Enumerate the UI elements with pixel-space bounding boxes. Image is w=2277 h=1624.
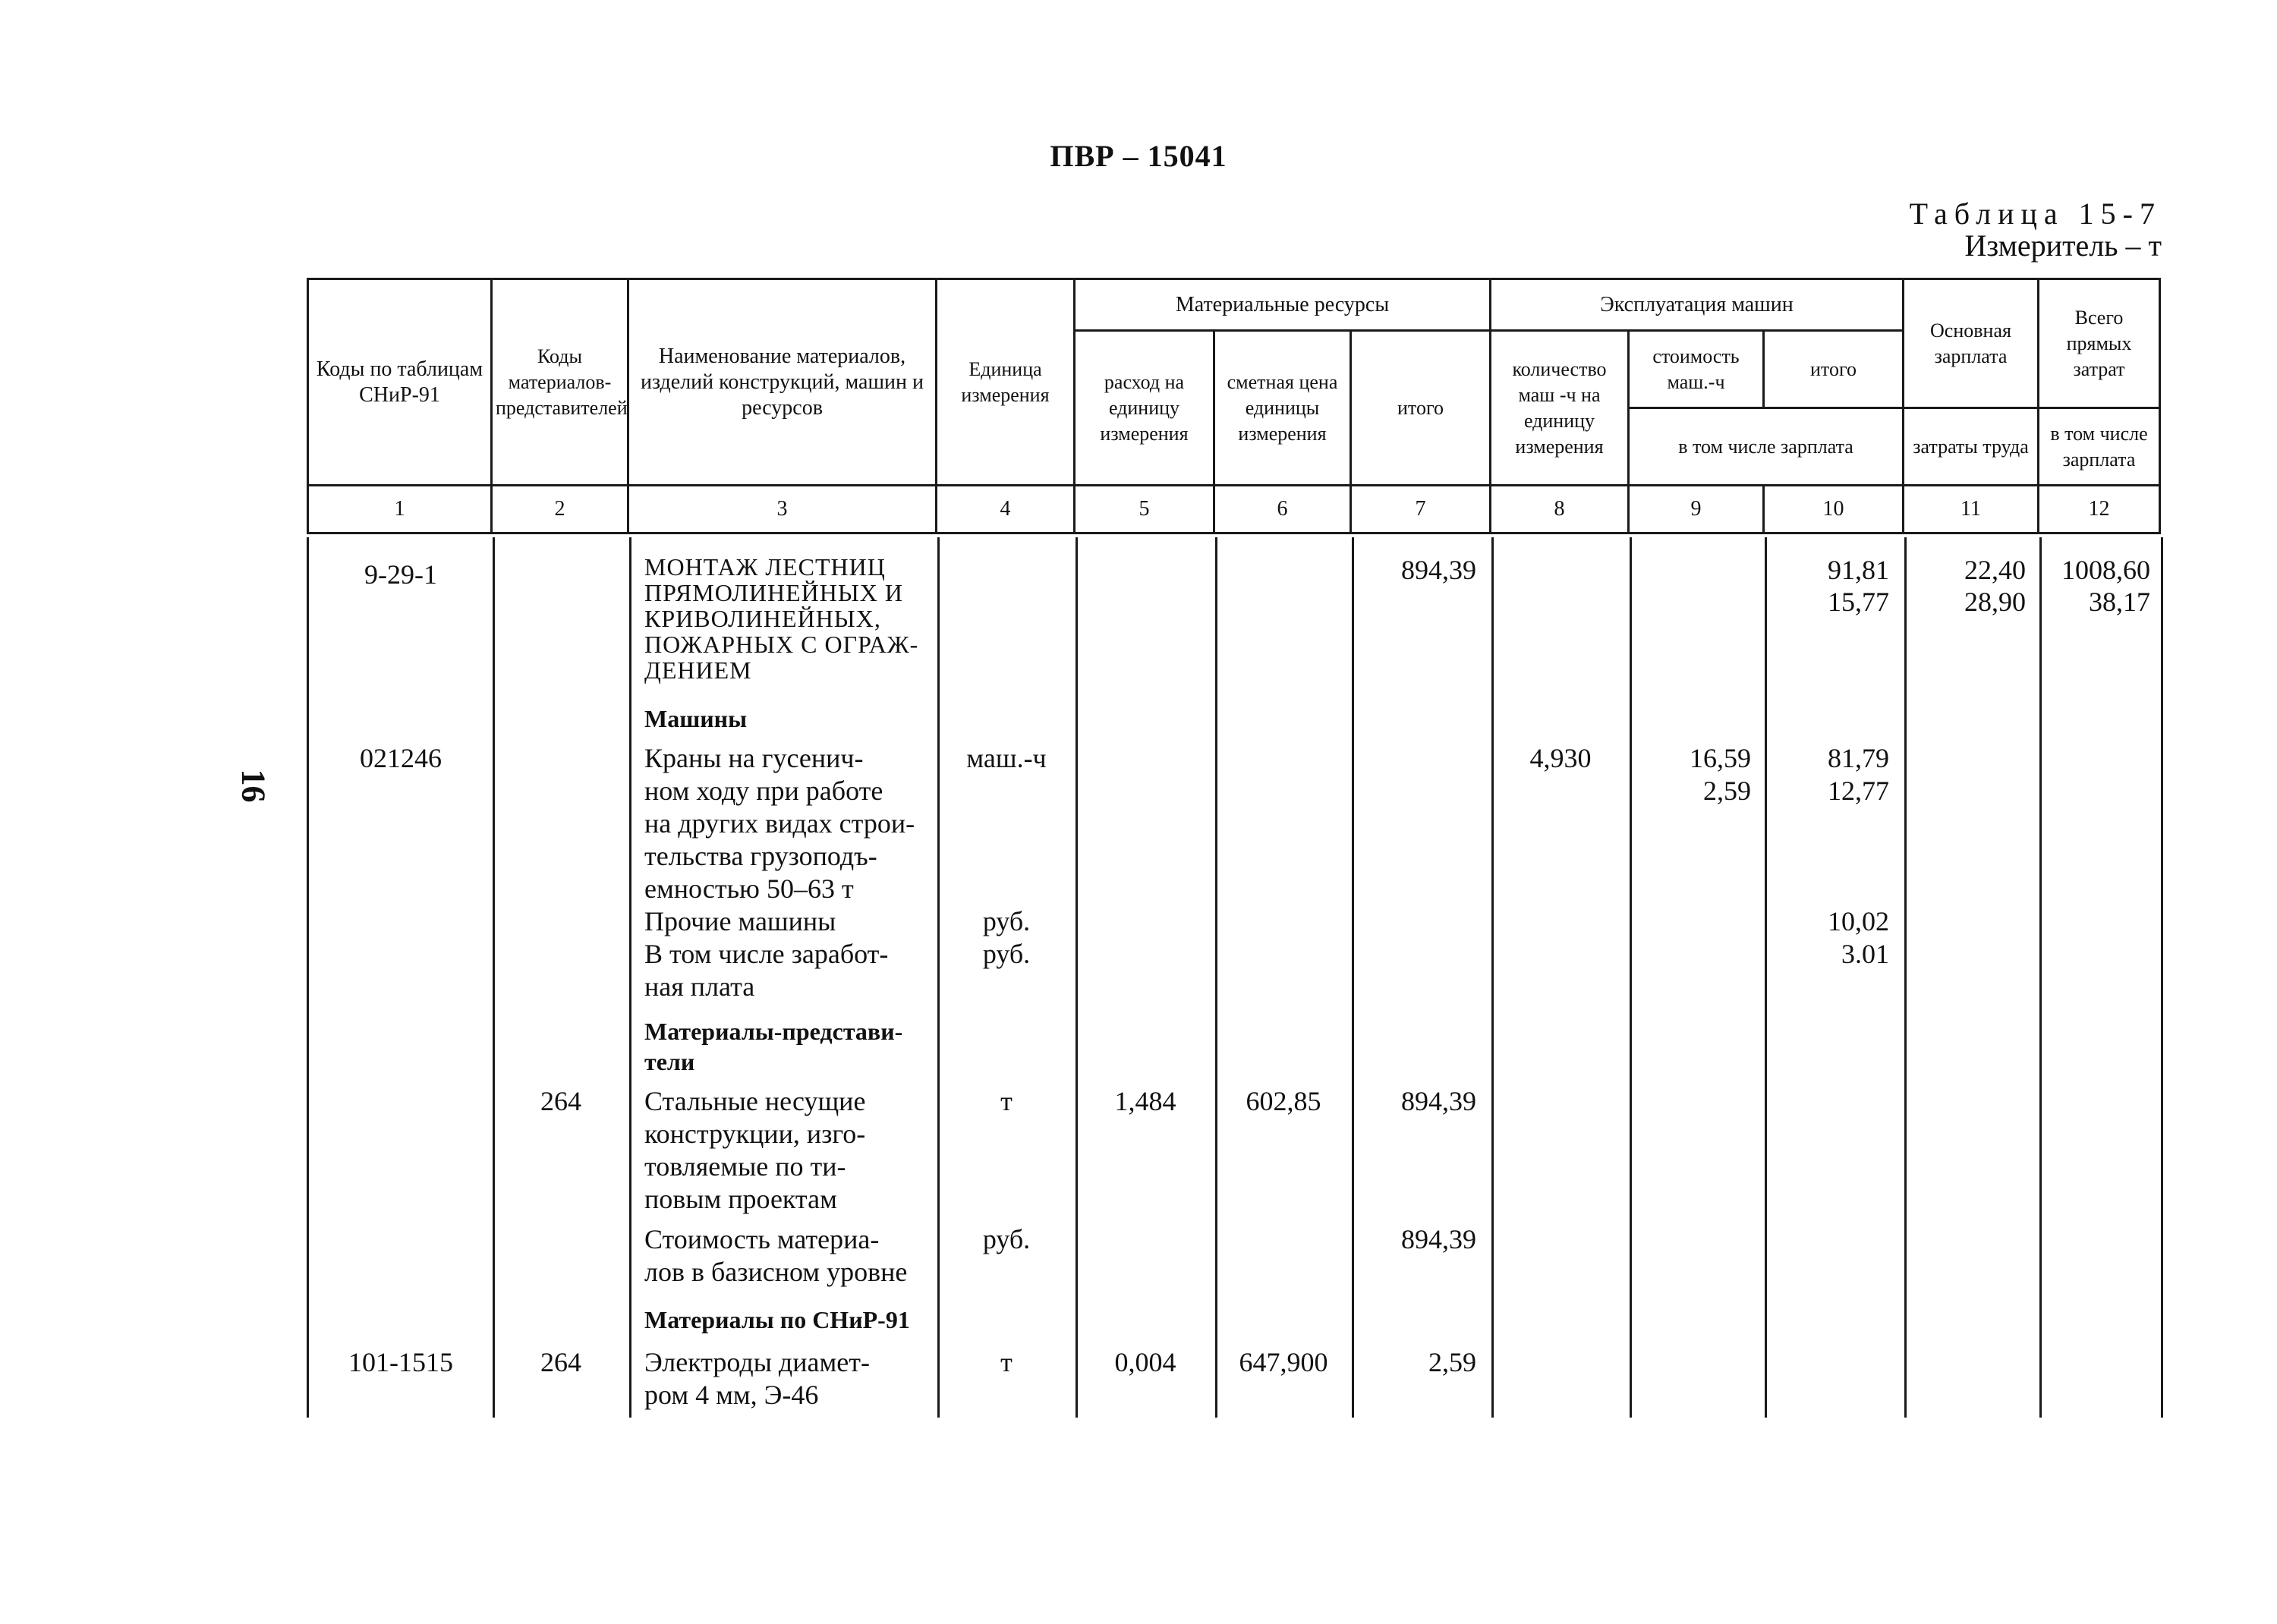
- column-number: 10: [1764, 486, 1904, 533]
- steel-name-line: повым проектам: [644, 1184, 837, 1214]
- header-col11: Основная зарплата: [1904, 279, 2039, 408]
- column-divider: [1076, 537, 1078, 1418]
- steel-unit: т: [1000, 1086, 1013, 1116]
- crane-cost: 16,59: [1690, 743, 1751, 773]
- incl-salary-unit: руб.: [982, 939, 1031, 969]
- crane-name-line: емностью 50–63 т: [644, 873, 854, 904]
- header-col9-10-sub: в том числе зарплата: [1629, 408, 1904, 486]
- main-name-line: КРИВОЛИНЕЙНЫХ,: [644, 605, 881, 632]
- electrodes-name-line: Электроды диамет-: [644, 1347, 870, 1377]
- column-divider: [1215, 537, 1217, 1418]
- main-base-salary: 22,40: [1964, 555, 2026, 585]
- column-number: 5: [1075, 486, 1214, 533]
- column-divider: [629, 537, 631, 1418]
- section-rep-materials-line: тели: [644, 1048, 695, 1075]
- column-divider: [2039, 537, 2042, 1418]
- other-machines-total: 10,02: [1828, 906, 1889, 936]
- column-number: 8: [1491, 486, 1629, 533]
- materials-cost-total: 894,39: [1401, 1224, 1476, 1254]
- crane-total-salary: 12,77: [1828, 776, 1889, 806]
- main-labor: 28,90: [1964, 587, 2026, 617]
- main-name-line: ПОЖАРНЫХ С ОГРАЖ-: [644, 631, 919, 658]
- materials-cost-unit: руб.: [982, 1224, 1031, 1254]
- column-divider: [1491, 537, 1494, 1418]
- document-title: ПВР – 15041: [1050, 139, 1227, 173]
- other-machines-name: Прочие машины: [644, 906, 836, 936]
- column-divider: [1630, 537, 1632, 1418]
- column-divider: [493, 537, 495, 1418]
- main-direct-salary: 38,17: [2089, 587, 2150, 617]
- main-machines-salary: 15,77: [1828, 587, 1889, 617]
- column-number: 7: [1351, 486, 1491, 533]
- unit-label: Измеритель – т: [1964, 228, 2162, 263]
- main-code: 9-29-1: [364, 559, 437, 590]
- column-number: 1: [308, 486, 492, 533]
- section-machines: Машины: [644, 705, 748, 732]
- header-col5: расход на единицу измерения: [1075, 331, 1214, 486]
- crane-name-line: ном ходу при работе: [644, 776, 883, 806]
- column-number: 12: [2039, 486, 2160, 533]
- header-col12-sub: в том числе зарплата: [2039, 408, 2160, 486]
- steel-name-line: конструкции, изго-: [644, 1119, 866, 1149]
- crane-cost-salary: 2,59: [1703, 776, 1751, 806]
- main-direct-total: 1008,60: [2061, 555, 2150, 585]
- header-machines: Эксплуатация машин: [1491, 279, 1904, 331]
- header-col10: итого: [1764, 331, 1904, 408]
- steel-name-line: Стальные несущие: [644, 1086, 866, 1116]
- electrodes-total: 2,59: [1428, 1347, 1476, 1377]
- steel-code2: 264: [540, 1086, 581, 1116]
- other-machines-unit: руб.: [982, 906, 1031, 936]
- header-col2: Коды материалов-представителей: [492, 279, 628, 486]
- header-col4: Единица измерения: [937, 279, 1075, 486]
- incl-salary-name-line: ная плата: [644, 971, 755, 1002]
- electrodes-code2: 264: [540, 1347, 581, 1377]
- header-col8: количество маш -ч на единицу измерения: [1491, 331, 1629, 486]
- column-divider: [1904, 537, 1907, 1418]
- header-col12: Всего прямых затрат: [2039, 279, 2160, 408]
- incl-salary-total: 3.01: [1841, 939, 1889, 969]
- header-col7: итого: [1351, 331, 1491, 486]
- electrodes-price: 647,900: [1239, 1347, 1328, 1377]
- header-material-resources: Материальные ресурсы: [1075, 279, 1491, 331]
- section-rep-materials-line: Материалы-представи-: [644, 1018, 903, 1045]
- column-number: 2: [492, 486, 628, 533]
- page-number: 16: [235, 769, 272, 803]
- main-machines-total: 91,81: [1828, 555, 1889, 585]
- incl-salary-name-line: В том числе заработ-: [644, 939, 889, 969]
- crane-code: 021246: [360, 743, 442, 773]
- column-divider: [937, 537, 940, 1418]
- table-header: [307, 278, 2161, 534]
- main-name-line: ДЕНИЕМ: [644, 656, 752, 684]
- crane-unit: маш.-ч: [966, 743, 1047, 773]
- crane-name-line: на других видах строи-: [644, 808, 915, 839]
- crane-total: 81,79: [1828, 743, 1889, 773]
- header-col3: Наименование материалов, изделий конструкций, машин и ресурсов: [628, 279, 937, 486]
- electrodes-name-line: ром 4 мм, Э-46: [644, 1380, 819, 1410]
- main-name-line: МОНТАЖ ЛЕСТНИЦ: [644, 553, 886, 581]
- main-name-line: ПРЯМОЛИНЕЙНЫХ И: [644, 579, 904, 606]
- header-col1: Коды по таблицам СНиР-91: [308, 279, 492, 486]
- steel-usage: 1,484: [1114, 1086, 1176, 1116]
- column-number: 11: [1904, 486, 2039, 533]
- table-label: Таблица 15-7: [1909, 197, 2162, 231]
- table-body: [307, 537, 2163, 1418]
- header-col11-sub: затраты труда: [1904, 408, 2039, 486]
- main-total-materials: 894,39: [1401, 555, 1476, 585]
- column-number: 6: [1214, 486, 1351, 533]
- column-divider: [1352, 537, 1354, 1418]
- column-divider: [1765, 537, 1767, 1418]
- electrodes-usage: 0,004: [1114, 1347, 1176, 1377]
- header-col6: сметная цена единицы измерения: [1214, 331, 1351, 486]
- crane-name-line: тельства грузоподъ-: [644, 841, 877, 871]
- materials-cost-name-line: лов в базисном уровне: [644, 1257, 908, 1287]
- column-number: 4: [937, 486, 1075, 533]
- section-snir-materials: Материалы по СНиР-91: [644, 1306, 910, 1333]
- column-number: 3: [628, 486, 937, 533]
- steel-price: 602,85: [1246, 1086, 1321, 1116]
- materials-cost-name-line: Стоимость материа-: [644, 1224, 880, 1254]
- crane-name-line: Краны на гусенич-: [644, 743, 864, 773]
- electrodes-code: 101-1515: [348, 1347, 453, 1377]
- column-number: 9: [1629, 486, 1764, 533]
- header-col9: стоимость маш.-ч: [1629, 331, 1764, 408]
- steel-name-line: товляемые по ти-: [644, 1151, 846, 1182]
- electrodes-unit: т: [1000, 1347, 1013, 1377]
- crane-qty: 4,930: [1529, 743, 1592, 773]
- steel-total: 894,39: [1401, 1086, 1476, 1116]
